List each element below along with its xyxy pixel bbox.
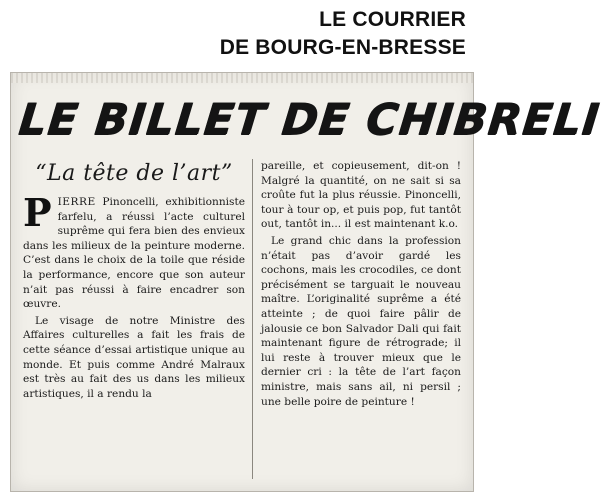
article-paragraph-4: Le grand chic dans la profession n’était pas d’avoir gardé les cochons, mais les crocodiles, ce dont précisément se targuait le nouveau maître. L’originalité suprême a été atteinte ; de quoi faire pâlir de jalousie ce bon Salvador Dali qui fait maintenant figure de rétrograde; il lui reste à trouver mieux que le dernier cri : la tête de l’art façon ministre, mais sans ail, ni persil ; une belle poire de peinture ! bbox=[261, 234, 461, 408]
article-paragraph-3: pareille, et copieusement, dit-on ! Malgré la quantité, on ne sait si sa croûte fut la plus réussie. Pinoncelli, tour à tour op, et puis pop, fut tantôt out, tantôt in... il est maintenant k.o. bbox=[261, 160, 461, 231]
lead-word-rest: IERRE bbox=[57, 196, 96, 208]
article-subtitle: “La tête de l’art” bbox=[35, 161, 233, 186]
publication-name bbox=[166, 6, 466, 62]
article-paragraph-2: Le visage de notre Ministre des Affaires culturelles a fait les frais de cette séance d’essai artistique unique au monde. Et puis comme André Malraux est très au fait des us dans les milieux artistiques, il a rendu la bbox=[23, 314, 245, 400]
publication-name-line2: DE BOURG-EN-BRESSE bbox=[219, 36, 466, 59]
column-divider bbox=[252, 159, 253, 479]
article-paragraph-1 bbox=[23, 190, 245, 312]
publication-name-line1: LE COURRIER bbox=[319, 8, 466, 31]
newspaper-clipping bbox=[10, 72, 603, 492]
column-masthead: LE BILLET DE CHIBRELI bbox=[16, 95, 603, 145]
drop-cap: P bbox=[23, 190, 52, 235]
paragraph-1-text: Pinoncelli, exhibitionniste farfelu, a réussi l’acte culturel suprême qui fera bien des envieux dans les milieux de la peinture moderne. C’est dans le choix de la toile que réside la performance, encore que son auteur n’ait pas réussi à faire encadrer son œuvre. bbox=[23, 196, 245, 311]
article-column-right bbox=[261, 159, 461, 411]
article-column-left bbox=[23, 159, 245, 403]
